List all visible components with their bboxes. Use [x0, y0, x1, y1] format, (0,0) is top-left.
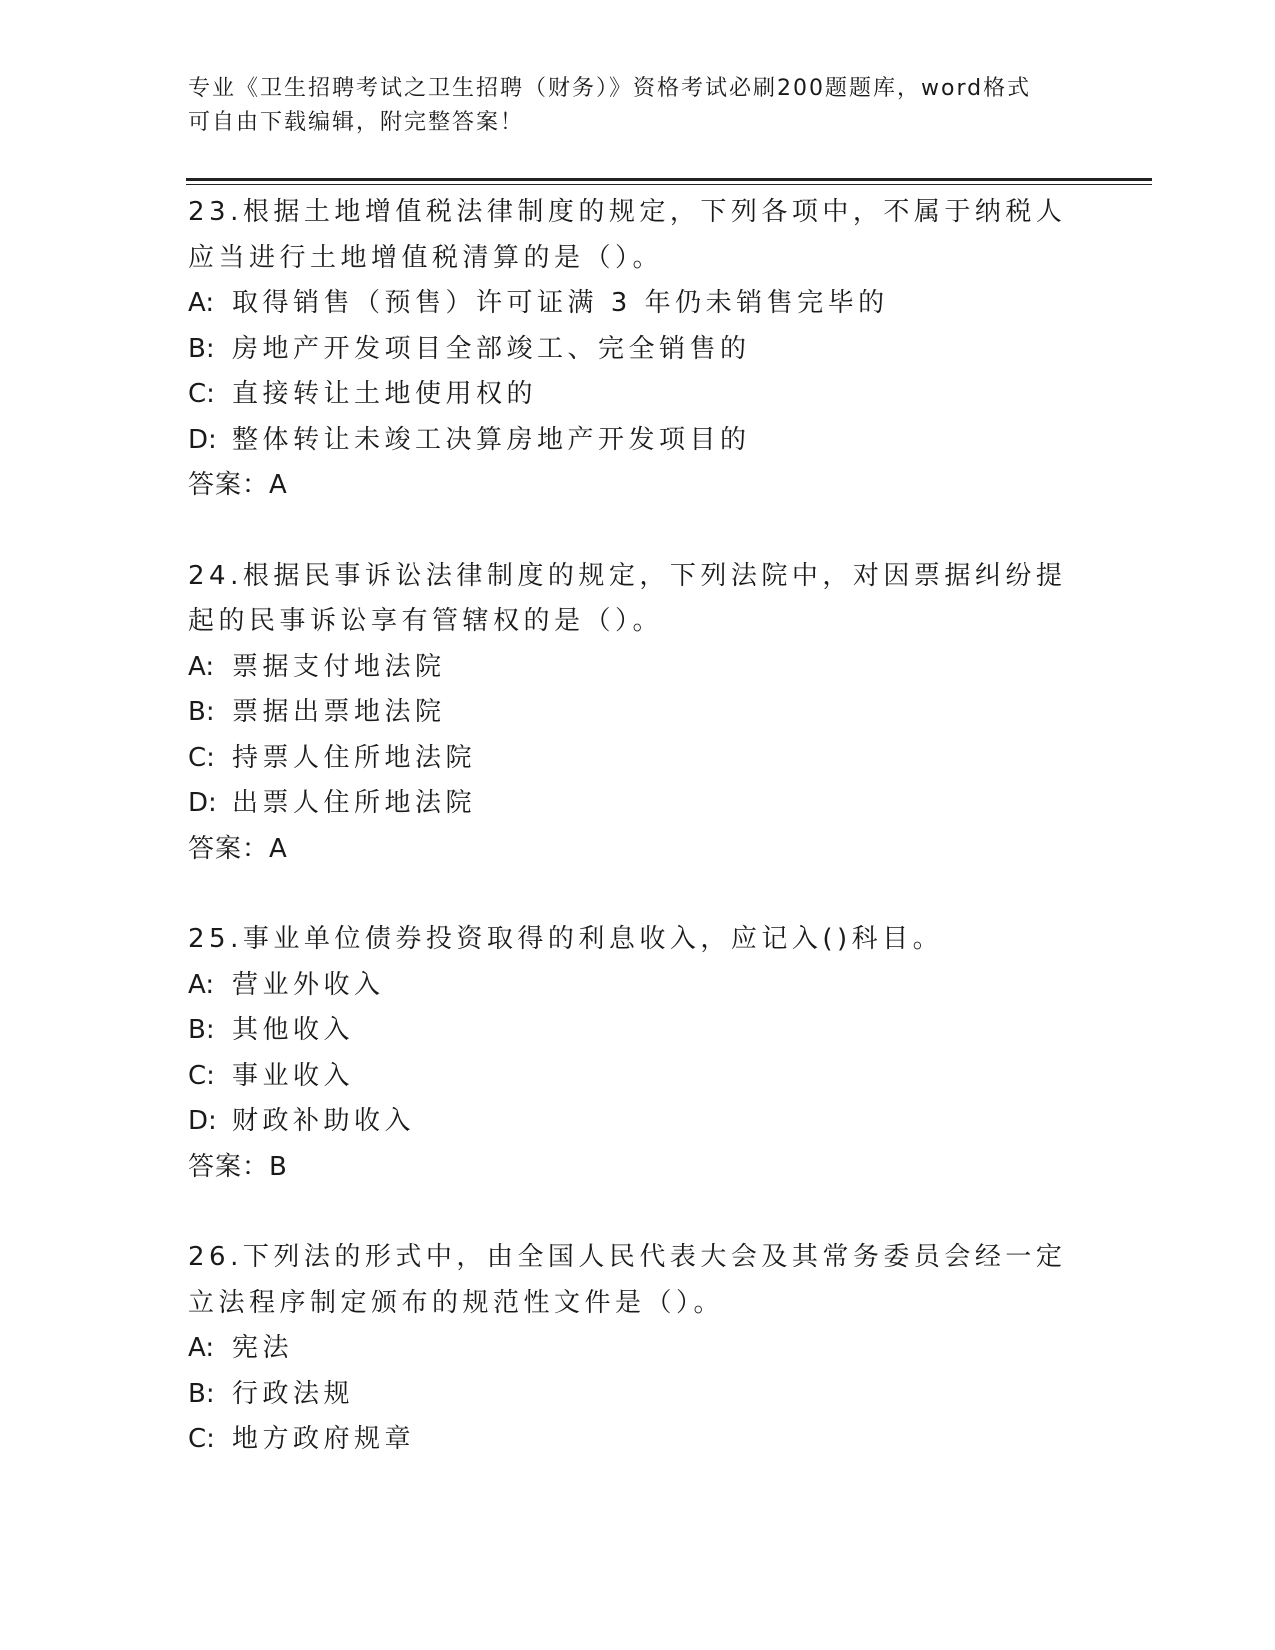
- header-divider-thick: [186, 178, 1152, 181]
- option-b: [188, 1372, 1088, 1418]
- option-key: A:: [188, 651, 215, 682]
- option-text: 房地产开发项目全部竣工、完全销售的: [232, 333, 751, 364]
- option-key: D:: [188, 1106, 217, 1136]
- option-a: [188, 645, 1088, 691]
- question-stem: 23.根据土地增值税法律制度的规定，下列各项中，不属于纳税人应当进行土地增值税清算的是（）。: [188, 197, 1067, 273]
- question-24: [188, 554, 1088, 873]
- option-text: 宪法: [232, 1333, 294, 1363]
- answer-line: 答案：A: [188, 833, 288, 864]
- option-d: [188, 1099, 1088, 1145]
- question-stem: 24.根据民事诉讼法律制度的规定，下列法院中，对因票据纠纷提起的民事诉讼享有管辖权的是（）。: [188, 560, 1067, 636]
- option-b: [188, 1008, 1088, 1054]
- option-b: [188, 690, 1088, 736]
- option-text: 行政法规: [232, 1378, 355, 1409]
- option-text: 出票人住所地法院: [232, 788, 477, 818]
- option-text: 地方政府规章: [232, 1424, 416, 1454]
- option-key: C:: [188, 379, 215, 409]
- question-25: [188, 917, 1088, 1190]
- header-line-1: 专业《卫生招聘考试之卫生招聘（财务）》资格考试必刷200题题库，word格式: [188, 76, 1032, 101]
- option-text: 整体转让未竣工决算房地产开发项目的: [232, 424, 751, 455]
- option-c: [188, 372, 1088, 418]
- answer-line: 答案：A: [188, 470, 288, 500]
- option-key: D:: [188, 788, 217, 818]
- option-b: [188, 327, 1088, 373]
- option-key: B:: [188, 1378, 215, 1409]
- option-d: [188, 418, 1088, 464]
- option-a: [188, 963, 1088, 1009]
- option-text: 票据支付地法院: [232, 651, 446, 682]
- option-text: 财政补助收入: [232, 1106, 416, 1136]
- option-key: C:: [188, 1060, 215, 1091]
- option-d: [188, 781, 1088, 827]
- question-26: [188, 1235, 1088, 1463]
- question-23: [188, 190, 1088, 509]
- option-c: [188, 1054, 1088, 1100]
- document-header: [188, 72, 1068, 140]
- option-key: B:: [188, 1015, 215, 1045]
- question-list: [188, 190, 1088, 1508]
- option-key: C:: [188, 742, 215, 773]
- question-stem: 25.事业单位债券投资取得的利息收入，应记入()科目。: [188, 924, 944, 954]
- header-line-2: 可自由下载编辑，附完整答案！: [188, 110, 525, 135]
- option-text: 持票人住所地法院: [232, 742, 477, 773]
- option-text: 其他收入: [232, 1015, 355, 1045]
- option-text: 直接转让土地使用权的: [232, 379, 538, 409]
- option-c: [188, 736, 1088, 782]
- option-a: [188, 1326, 1088, 1372]
- option-text: 营业外收入: [232, 969, 385, 1000]
- question-stem: 26.下列法的形式中，由全国人民代表大会及其常务委员会经一定立法程序制定颁布的规范性文件是（）。: [188, 1242, 1067, 1318]
- option-key: A:: [188, 969, 215, 1000]
- option-key: A:: [188, 288, 215, 318]
- option-a: [188, 281, 1088, 327]
- option-key: C:: [188, 1424, 215, 1454]
- option-text: 取得销售（预售）许可证满 3 年仍未销售完毕的: [232, 288, 889, 318]
- option-c: [188, 1417, 1088, 1463]
- option-text: 事业收入: [232, 1060, 355, 1091]
- option-key: A:: [188, 1333, 215, 1363]
- answer-line: 答案：B: [188, 1151, 288, 1182]
- header-divider-thin: [186, 184, 1152, 185]
- option-text: 票据出票地法院: [232, 697, 446, 727]
- option-key: B:: [188, 697, 215, 727]
- option-key: B:: [188, 333, 215, 364]
- option-key: D:: [188, 424, 217, 455]
